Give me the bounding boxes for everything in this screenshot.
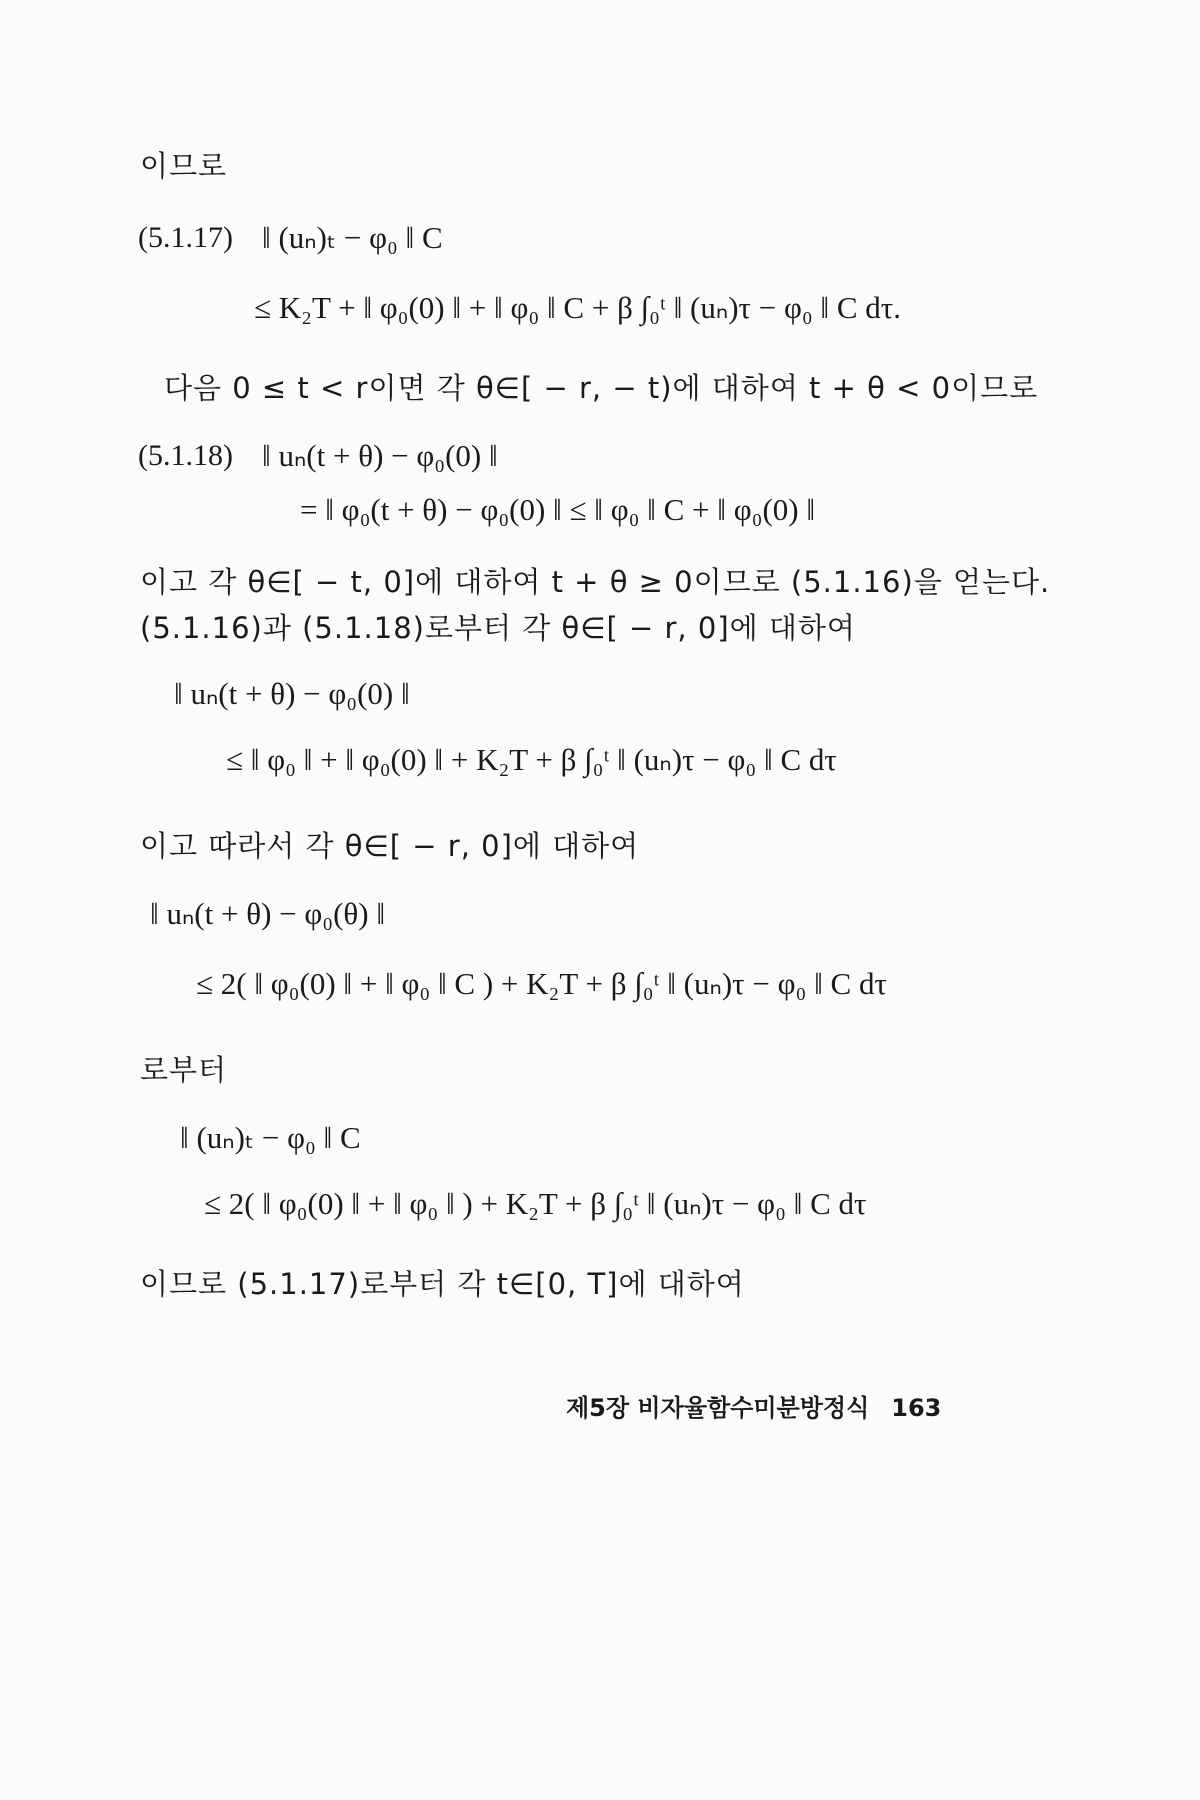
equation-line: ‖ uₙ(t + θ) − φ₀(θ) ‖ (150, 896, 386, 931)
text-line: 이고 따라서 각 θ∈[ − r, 0]에 대하여 (140, 829, 640, 863)
text-line: 이므로 (140, 149, 228, 183)
running-header: 제5장 비자율함수미분방정식 (566, 1394, 870, 1422)
page-number: 163 (891, 1394, 942, 1422)
equation-line: ‖ (uₙ)ₜ − φ₀ ‖ C (262, 220, 443, 255)
equation-number: (5.1.17) (138, 221, 233, 254)
equation-line: ‖ uₙ(t + θ) − φ₀(0) ‖ (174, 676, 410, 711)
text-line: 이고 각 θ∈[ − t, 0]에 대하여 t + θ ≥ 0이므로 (5.1.16)을 얻는다. (140, 565, 1051, 599)
equation-line: = ‖ φ₀(t + θ) − φ₀(0) ‖ ≤ ‖ φ₀ ‖ C + ‖ φ₀(0) ‖ (300, 492, 816, 527)
text-line: 로부터 (140, 1053, 228, 1087)
equation-line: ≤ 2( ‖ φ₀(0) ‖ + ‖ φ₀ ‖ ) + K₂T + β ∫₀ᵗ ‖ (uₙ)τ − φ₀ ‖ C dτ (204, 1186, 867, 1221)
equation-number: (5.1.18) (138, 439, 233, 472)
text-line: 이므로 (5.1.17)로부터 각 t∈[0, T]에 대하여 (140, 1267, 745, 1301)
equation-line: ≤ ‖ φ₀ ‖ + ‖ φ₀(0) ‖ + K₂T + β ∫₀ᵗ ‖ (uₙ)τ − φ₀ ‖ C dτ (226, 742, 837, 777)
equation-line: ‖ (uₙ)ₜ − φ₀ ‖ C (180, 1120, 361, 1155)
text-line: 다음 0 ≤ t < r이면 각 θ∈[ − r, − t)에 대하여 t + θ < 0이므로 (164, 371, 1039, 405)
text-line: (5.1.16)과 (5.1.18)로부터 각 θ∈[ − r, 0]에 대하여 (140, 611, 856, 645)
page-footer (566, 1392, 941, 1424)
equation-line: ‖ uₙ(t + θ) − φ₀(0) ‖ (262, 438, 498, 473)
equation-line: ≤ K₂T + ‖ φ₀(0) ‖ + ‖ φ₀ ‖ C + β ∫₀ᵗ ‖ (uₙ)τ − φ₀ ‖ C dτ. (254, 290, 902, 325)
equation-line: ≤ 2( ‖ φ₀(0) ‖ + ‖ φ₀ ‖ C ) + K₂T + β ∫₀ᵗ ‖ (uₙ)τ − φ₀ ‖ C dτ (196, 966, 887, 1001)
